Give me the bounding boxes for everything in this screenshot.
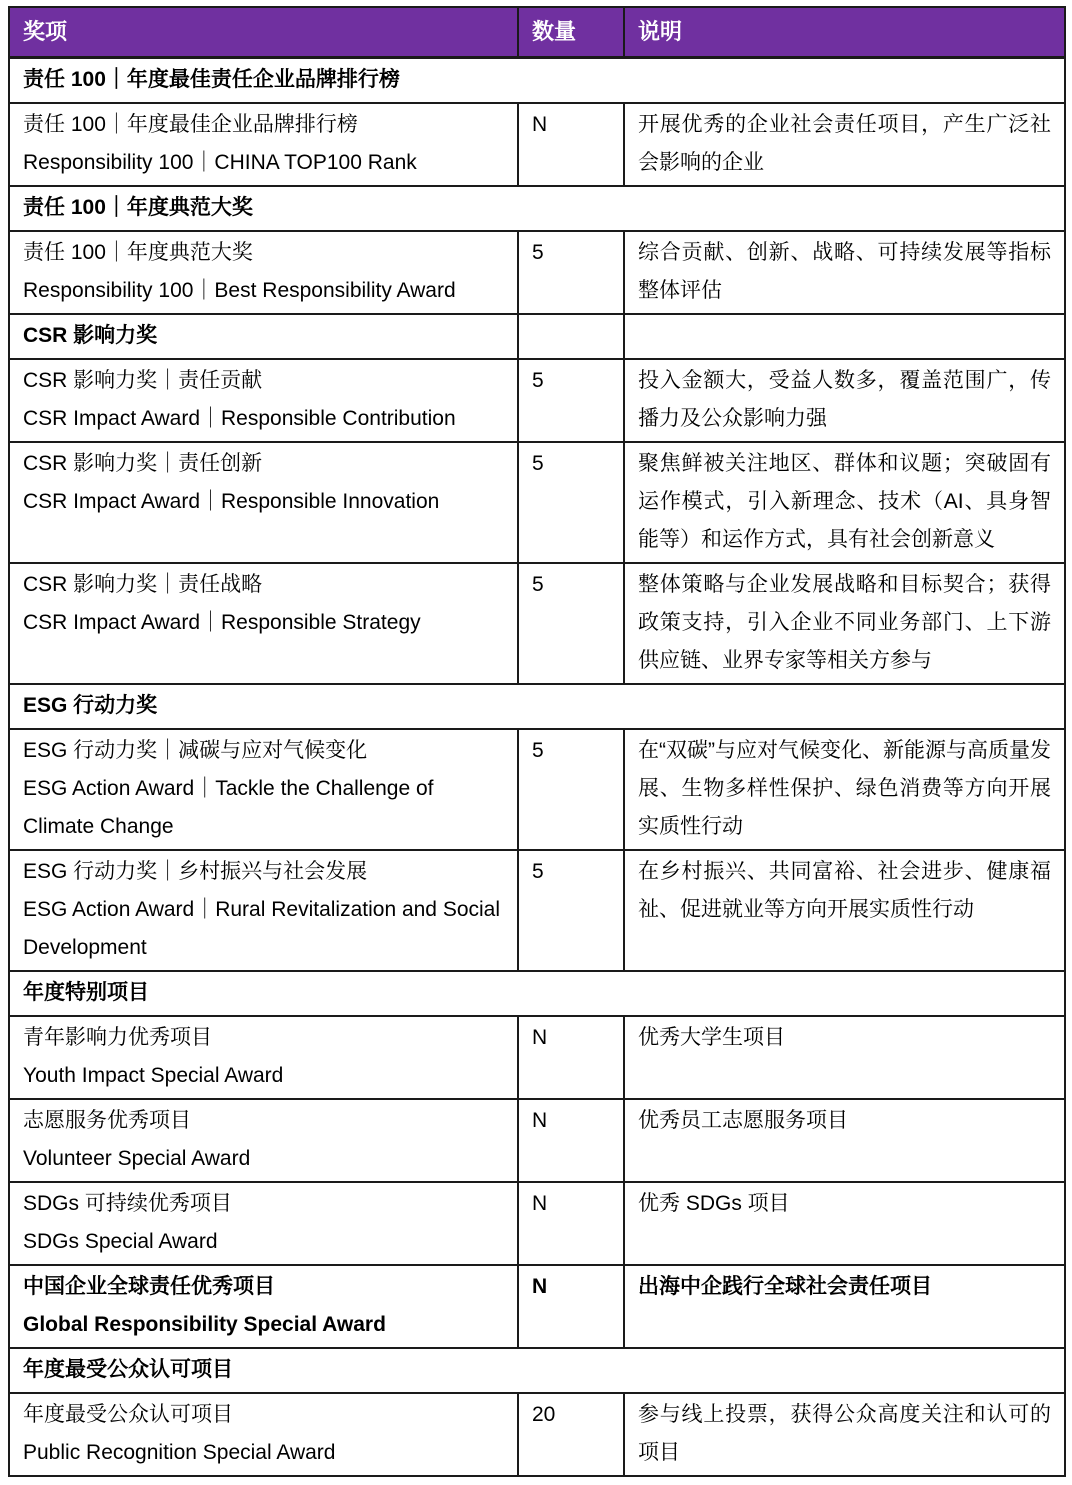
award-name-zh: 志愿服务优秀项目 [23,1108,191,1132]
header-cell-description: 说明 [624,7,1065,57]
award-quantity-cell: N [518,1182,624,1265]
award-name-zh: 年度最受公众认可项目 [23,1402,233,1426]
award-description-cell: 优秀员工志愿服务项目 [624,1099,1065,1182]
award-name-en: Responsibility 100｜CHINA TOP100 Rank [23,150,417,174]
header-cell-quantity: 数量 [518,7,624,57]
award-name-zh: 中国企业全球责任优秀项目 [23,1274,275,1298]
award-quantity-cell: N [518,1016,624,1099]
award-name-en: ESG Action Award｜Tackle the Challenge of Climate Change [23,776,434,838]
award-name-cell [9,563,518,684]
award-name-zh: ESG 行动力奖｜减碳与应对气候变化 [23,738,368,762]
award-name-cell [9,1265,518,1348]
award-quantity-cell: 5 [518,359,624,442]
award-description-cell: 投入金额大，受益人数多，覆盖范围广，传播力及公众影响力强 [624,359,1065,442]
award-name-cell [9,103,518,186]
section-row-public-recognition [9,1348,1065,1393]
award-row-volunteer [9,1099,1065,1182]
award-name-en: CSR Impact Award｜Responsible Strategy [23,610,421,634]
award-row-rural-revitalization [9,850,1065,971]
award-description-cell: 开展优秀的企业社会责任项目，产生广泛社会影响的企业 [624,103,1065,186]
award-quantity-cell: 5 [518,563,624,684]
award-row-responsible-contribution [9,359,1065,442]
section-row-responsibility100-best [9,186,1065,231]
awards-table-header [9,7,1065,57]
header-row [9,7,1065,57]
award-name-en: CSR Impact Award｜Responsible Contribution [23,406,456,430]
award-quantity-cell: 5 [518,729,624,850]
award-name-cell [9,442,518,563]
award-row-responsible-innovation [9,442,1065,563]
award-row-climate-change [9,729,1065,850]
section-label: 责任 100｜年度最佳责任企业品牌排行榜 [9,57,1065,103]
award-description-cell: 聚焦鲜被关注地区、群体和议题；突破固有运作模式，引入新理念、技术（AI、具身智能等）和运作方式，具有社会创新意义 [624,442,1065,563]
award-row-sdgs [9,1182,1065,1265]
award-name-zh: ESG 行动力奖｜乡村振兴与社会发展 [23,859,368,883]
award-name-cell [9,850,518,971]
award-name-en: ESG Action Award｜Rural Revitalization and Social Development [23,897,501,959]
award-name-en: SDGs Special Award [23,1229,218,1253]
award-description-cell: 在“双碳”与应对气候变化、新能源与高质量发展、生物多样性保护、绿色消费等方向开展实质性行动 [624,729,1065,850]
award-name-en: Public Recognition Special Award [23,1440,336,1464]
section-row-responsibility100-rank [9,57,1065,103]
award-name-zh: 责任 100｜年度典范大奖 [23,240,253,264]
section-label: CSR 影响力奖 [9,314,518,359]
award-name-cell [9,1099,518,1182]
award-quantity-cell: 5 [518,850,624,971]
award-row-youth-impact [9,1016,1065,1099]
section-row-special-projects [9,971,1065,1016]
award-description-cell: 优秀大学生项目 [624,1016,1065,1099]
award-quantity-cell: N [518,1265,624,1348]
section-label: 年度特别项目 [9,971,1065,1016]
section-label: 责任 100｜年度典范大奖 [9,186,1065,231]
award-description-cell: 参与线上投票，获得公众高度关注和认可的项目 [624,1393,1065,1476]
award-name-zh: CSR 影响力奖｜责任战略 [23,572,263,596]
award-name-cell [9,359,518,442]
award-name-en: Youth Impact Special Award [23,1063,284,1087]
award-name-en: Responsibility 100｜Best Responsibility Award [23,278,456,302]
empty-description-cell [624,314,1065,359]
award-description-cell: 综合贡献、创新、战略、可持续发展等指标整体评估 [624,231,1065,314]
award-name-zh: SDGs 可持续优秀项目 [23,1191,232,1215]
award-quantity-cell: 5 [518,231,624,314]
award-row-global-responsibility [9,1265,1065,1348]
award-name-zh: CSR 影响力奖｜责任贡献 [23,368,263,392]
award-quantity-cell: N [518,103,624,186]
award-description-cell: 出海中企践行全球社会责任项目 [624,1265,1065,1348]
awards-table [8,6,1066,1477]
award-quantity-cell: 20 [518,1393,624,1476]
header-cell-award: 奖项 [9,7,518,57]
award-description-cell: 在乡村振兴、共同富裕、社会进步、健康福祉、促进就业等方向开展实质性行动 [624,850,1065,971]
award-quantity-cell: N [518,1099,624,1182]
award-name-cell [9,231,518,314]
award-quantity-cell: 5 [518,442,624,563]
award-description-cell: 整体策略与企业发展战略和目标契合；获得政策支持，引入企业不同业务部门、上下游供应链、业界专家等相关方参与 [624,563,1065,684]
award-name-zh: 青年影响力优秀项目 [23,1025,212,1049]
award-name-cell [9,1016,518,1099]
award-name-cell [9,1393,518,1476]
award-row-public-recognition [9,1393,1065,1476]
award-name-en: Global Responsibility Special Award [23,1312,386,1336]
section-row-csr-impact [9,314,1065,359]
award-name-cell [9,729,518,850]
award-row-top100-rank [9,103,1065,186]
award-row-best-responsibility [9,231,1065,314]
section-label: ESG 行动力奖 [9,684,1065,729]
award-row-responsible-strategy [9,563,1065,684]
award-name-en: CSR Impact Award｜Responsible Innovation [23,489,440,513]
award-name-cell [9,1182,518,1265]
award-name-en: Volunteer Special Award [23,1146,251,1170]
award-name-zh: CSR 影响力奖｜责任创新 [23,451,263,475]
award-name-zh: 责任 100｜年度最佳企业品牌排行榜 [23,112,358,136]
award-description-cell: 优秀 SDGs 项目 [624,1182,1065,1265]
section-row-esg-action [9,684,1065,729]
section-label: 年度最受公众认可项目 [9,1348,1065,1393]
empty-quantity-cell [518,314,624,359]
